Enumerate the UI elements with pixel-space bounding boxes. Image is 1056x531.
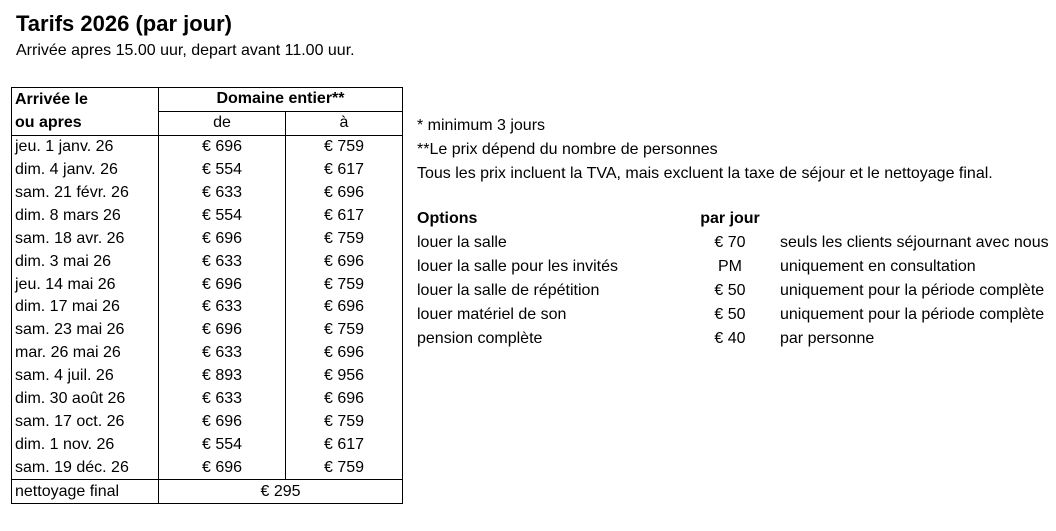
table-row	[12, 296, 403, 319]
row-price-from: € 696	[159, 456, 286, 479]
footer-cleaning-price: € 295	[159, 480, 403, 504]
table-row	[12, 410, 403, 433]
row-date: sam. 17 oct. 26	[15, 412, 125, 430]
row-date: dim. 3 mai 26	[15, 252, 112, 270]
note-minimum: * minimum 3 jours	[417, 117, 546, 134]
row-price-to: € 696	[286, 296, 403, 319]
option-note: uniquement pour la période complète	[780, 282, 1045, 299]
options-header-label: Options	[417, 210, 478, 227]
row-date: jeu. 14 mai 26	[15, 275, 116, 293]
row-price-to: € 759	[286, 135, 403, 158]
row-price-from: € 696	[159, 319, 286, 342]
row-price-from: € 696	[159, 273, 286, 296]
row-price-to: € 759	[286, 319, 403, 342]
row-date: sam. 19 déc. 26	[15, 458, 129, 476]
row-price-from: € 633	[159, 182, 286, 205]
row-price-to: € 617	[286, 159, 403, 182]
row-date: dim. 4 janv. 26	[15, 161, 118, 179]
row-date: dim. 8 mars 26	[15, 206, 121, 224]
table-row	[12, 365, 403, 388]
row-price-from: € 554	[159, 433, 286, 456]
row-price-to: € 759	[286, 227, 403, 250]
option-price: € 70	[714, 234, 746, 251]
header-to: à	[286, 111, 403, 135]
row-price-from: € 633	[159, 388, 286, 411]
option-label: louer la salle	[417, 234, 507, 251]
header-arrival-line2: ou apres	[15, 114, 82, 132]
footer-cleaning-label: nettoyage final	[12, 480, 159, 504]
row-price-to: € 759	[286, 456, 403, 479]
row-price-from: € 696	[159, 135, 286, 158]
option-row	[414, 255, 1052, 279]
option-label: pension complète	[417, 330, 543, 347]
row-price-to: € 617	[286, 204, 403, 227]
table-footer-row	[12, 480, 403, 504]
row-price-from: € 696	[159, 227, 286, 250]
table-row	[12, 433, 403, 456]
header-arrival-line1: Arrivée le	[15, 90, 88, 108]
row-date: sam. 18 avr. 26	[15, 229, 125, 247]
row-date: dim. 1 nov. 26	[15, 435, 115, 453]
row-price-to: € 696	[286, 342, 403, 365]
option-row	[414, 231, 1052, 255]
table-row	[12, 388, 403, 411]
row-date: dim. 17 mai 26	[15, 298, 120, 316]
price-table	[11, 87, 403, 504]
row-date: mar. 26 mai 26	[15, 344, 121, 362]
table-row	[12, 456, 403, 479]
row-price-from: € 893	[159, 365, 286, 388]
note-price-depends: **Le prix dépend du nombre de personnes	[417, 141, 718, 158]
row-price-to: € 696	[286, 388, 403, 411]
table-row	[12, 342, 403, 365]
option-price: € 40	[714, 330, 746, 347]
row-date: sam. 4 juil. 26	[15, 367, 114, 385]
row-price-to: € 696	[286, 250, 403, 273]
header-from: de	[159, 111, 286, 135]
option-row	[414, 327, 1052, 351]
table-header-row-2	[12, 111, 403, 135]
row-date: jeu. 1 janv. 26	[12, 135, 159, 158]
option-note: seuls les clients séjournant avec nous	[780, 234, 1049, 251]
options-header-price: par jour	[700, 210, 760, 227]
option-note: par personne	[780, 330, 875, 347]
row-date: sam. 21 févr. 26	[15, 184, 129, 201]
row-price-from: € 696	[159, 410, 286, 433]
table-row	[12, 227, 403, 250]
row-price-to: € 956	[286, 365, 403, 388]
row-price-to: € 617	[286, 433, 403, 456]
notes-block	[417, 114, 993, 186]
note-vat: Tous les prix incluent la TVA, mais excluent la taxe de séjour et le nettoyage final.	[417, 165, 993, 182]
table-row	[12, 204, 403, 227]
table-row	[12, 159, 403, 182]
row-price-from: € 633	[159, 250, 286, 273]
option-price: € 50	[714, 306, 746, 323]
row-price-to: € 759	[286, 410, 403, 433]
table-row	[12, 182, 403, 205]
row-price-to: € 696	[286, 182, 403, 205]
option-note: uniquement en consultation	[780, 258, 976, 275]
option-label: louer matériel de son	[417, 306, 567, 323]
option-row	[414, 303, 1052, 327]
table-row	[12, 135, 403, 158]
option-price: PM	[718, 258, 742, 275]
row-price-from: € 554	[159, 159, 286, 182]
page-subtitle: Arrivée apres 15.00 uur, depart avant 11.00 uur.	[16, 42, 355, 59]
options-header-row	[414, 207, 1052, 231]
page-title: Tarifs 2026 (par jour)	[16, 11, 232, 36]
row-price-from: € 633	[159, 342, 286, 365]
header-domain-group: Domaine entier**	[159, 88, 403, 112]
option-label: louer la salle pour les invités	[417, 258, 618, 275]
table-row	[12, 319, 403, 342]
table-row	[12, 273, 403, 296]
row-date: sam. 23 mai 26	[15, 321, 125, 339]
row-date: dim. 30 août 26	[15, 390, 126, 408]
row-price-from: € 633	[159, 296, 286, 319]
table-header-row-1	[12, 88, 403, 112]
option-label: louer la salle de répétition	[417, 282, 600, 299]
options-table	[414, 207, 1052, 351]
option-note: uniquement pour la période complète	[780, 306, 1045, 323]
option-row	[414, 279, 1052, 303]
row-price-to: € 759	[286, 273, 403, 296]
option-price: € 50	[714, 282, 746, 299]
table-row	[12, 250, 403, 273]
row-price-from: € 554	[159, 204, 286, 227]
